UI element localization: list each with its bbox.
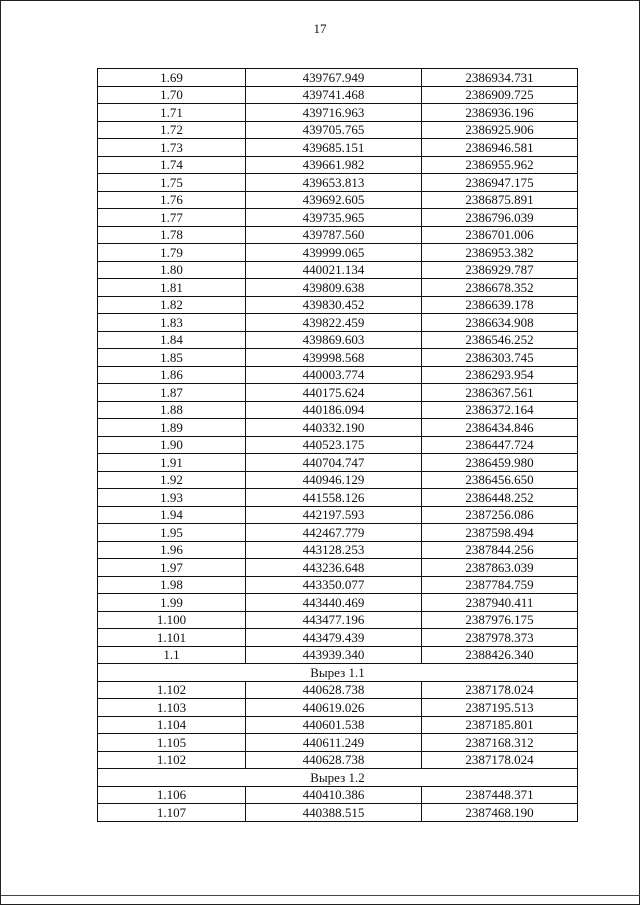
x-coordinate-cell: 443350.077	[246, 576, 422, 594]
table-row	[98, 611, 578, 629]
table-row	[98, 156, 578, 174]
point-id-cell: 1.71	[98, 104, 246, 122]
x-coordinate-cell: 443128.253	[246, 541, 422, 559]
x-coordinate-cell: 440619.026	[246, 699, 422, 717]
point-id-cell: 1.69	[98, 69, 246, 87]
x-coordinate-cell: 439809.638	[246, 279, 422, 297]
point-id-cell: 1.72	[98, 121, 246, 139]
x-coordinate-cell: 440186.094	[246, 401, 422, 419]
point-id-cell: 1.77	[98, 209, 246, 227]
point-id-cell: 1.106	[98, 786, 246, 804]
point-id-cell: 1.102	[98, 681, 246, 699]
x-coordinate-cell: 443236.648	[246, 559, 422, 577]
y-coordinate-cell: 2386796.039	[422, 209, 578, 227]
table-row	[98, 489, 578, 507]
y-coordinate-cell: 2387976.175	[422, 611, 578, 629]
x-coordinate-cell: 440003.774	[246, 366, 422, 384]
table-row	[98, 471, 578, 489]
x-coordinate-cell: 440410.386	[246, 786, 422, 804]
point-id-cell: 1.82	[98, 296, 246, 314]
section-label: Вырез 1.1	[98, 664, 578, 682]
table-row	[98, 576, 578, 594]
x-coordinate-cell: 439869.603	[246, 331, 422, 349]
table-row	[98, 86, 578, 104]
x-coordinate-cell: 440946.129	[246, 471, 422, 489]
x-coordinate-cell: 441558.126	[246, 489, 422, 507]
y-coordinate-cell: 2386934.731	[422, 69, 578, 87]
point-id-cell: 1.78	[98, 226, 246, 244]
point-id-cell: 1.102	[98, 751, 246, 769]
x-coordinate-cell: 440332.190	[246, 419, 422, 437]
section-label: Вырез 1.2	[98, 769, 578, 787]
table-row	[98, 314, 578, 332]
x-coordinate-cell: 439767.949	[246, 69, 422, 87]
table-row	[98, 384, 578, 402]
x-coordinate-cell: 440704.747	[246, 454, 422, 472]
point-id-cell: 1.98	[98, 576, 246, 594]
point-id-cell: 1.83	[98, 314, 246, 332]
point-id-cell: 1.93	[98, 489, 246, 507]
table-row	[98, 261, 578, 279]
x-coordinate-cell: 439705.765	[246, 121, 422, 139]
y-coordinate-cell: 2386909.725	[422, 86, 578, 104]
y-coordinate-cell: 2387844.256	[422, 541, 578, 559]
table-row	[98, 244, 578, 262]
y-coordinate-cell: 2386303.745	[422, 349, 578, 367]
point-id-cell: 1.90	[98, 436, 246, 454]
table-row	[98, 436, 578, 454]
y-coordinate-cell: 2387256.086	[422, 506, 578, 524]
table-row	[98, 506, 578, 524]
table-row	[98, 541, 578, 559]
table-row	[98, 524, 578, 542]
table-row	[98, 716, 578, 734]
y-coordinate-cell: 2386946.581	[422, 139, 578, 157]
section-header-row	[98, 769, 578, 787]
page-number: 17	[313, 21, 327, 36]
point-id-cell: 1.91	[98, 454, 246, 472]
table-row	[98, 331, 578, 349]
table-row	[98, 401, 578, 419]
point-id-cell: 1.95	[98, 524, 246, 542]
table-row	[98, 296, 578, 314]
x-coordinate-cell: 439685.151	[246, 139, 422, 157]
y-coordinate-cell: 2386953.382	[422, 244, 578, 262]
point-id-cell: 1.92	[98, 471, 246, 489]
point-id-cell: 1.105	[98, 734, 246, 752]
y-coordinate-cell: 2387195.513	[422, 699, 578, 717]
y-coordinate-cell: 2386925.906	[422, 121, 578, 139]
x-coordinate-cell: 439653.813	[246, 174, 422, 192]
y-coordinate-cell: 2387863.039	[422, 559, 578, 577]
x-coordinate-cell: 443440.469	[246, 594, 422, 612]
x-coordinate-cell: 440175.624	[246, 384, 422, 402]
x-coordinate-cell: 443479.439	[246, 629, 422, 647]
point-id-cell: 1.85	[98, 349, 246, 367]
x-coordinate-cell: 443939.340	[246, 646, 422, 664]
x-coordinate-cell: 440021.134	[246, 261, 422, 279]
point-id-cell: 1.107	[98, 804, 246, 822]
point-id-cell: 1.86	[98, 366, 246, 384]
y-coordinate-cell: 2386456.650	[422, 471, 578, 489]
table-row	[98, 191, 578, 209]
y-coordinate-cell: 2387978.373	[422, 629, 578, 647]
y-coordinate-cell: 2387940.411	[422, 594, 578, 612]
x-coordinate-cell: 439692.605	[246, 191, 422, 209]
point-id-cell: 1.103	[98, 699, 246, 717]
x-coordinate-cell: 440628.738	[246, 681, 422, 699]
y-coordinate-cell: 2387178.024	[422, 751, 578, 769]
x-coordinate-cell: 439716.963	[246, 104, 422, 122]
x-coordinate-cell: 440628.738	[246, 751, 422, 769]
x-coordinate-cell: 439998.568	[246, 349, 422, 367]
x-coordinate-cell: 439999.065	[246, 244, 422, 262]
table-row	[98, 751, 578, 769]
x-coordinate-cell: 439735.965	[246, 209, 422, 227]
x-coordinate-cell: 440388.515	[246, 804, 422, 822]
y-coordinate-cell: 2386929.787	[422, 261, 578, 279]
table-row	[98, 419, 578, 437]
y-coordinate-cell: 2387185.801	[422, 716, 578, 734]
point-id-cell: 1.75	[98, 174, 246, 192]
x-coordinate-cell: 440523.175	[246, 436, 422, 454]
point-id-cell: 1.70	[98, 86, 246, 104]
point-id-cell: 1.89	[98, 419, 246, 437]
table-row	[98, 786, 578, 804]
y-coordinate-cell: 2387178.024	[422, 681, 578, 699]
table-row	[98, 646, 578, 664]
y-coordinate-cell: 2387468.190	[422, 804, 578, 822]
y-coordinate-cell: 2386947.175	[422, 174, 578, 192]
point-id-cell: 1.1	[98, 646, 246, 664]
point-id-cell: 1.76	[98, 191, 246, 209]
y-coordinate-cell: 2386639.178	[422, 296, 578, 314]
y-coordinate-cell: 2388426.340	[422, 646, 578, 664]
table-row	[98, 139, 578, 157]
table-row	[98, 226, 578, 244]
x-coordinate-cell: 443477.196	[246, 611, 422, 629]
y-coordinate-cell: 2386448.252	[422, 489, 578, 507]
point-id-cell: 1.100	[98, 611, 246, 629]
table-row	[98, 629, 578, 647]
y-coordinate-cell: 2386955.962	[422, 156, 578, 174]
table-row	[98, 366, 578, 384]
table-row	[98, 69, 578, 87]
coordinates-table-body	[98, 69, 578, 822]
point-id-cell: 1.79	[98, 244, 246, 262]
table-row	[98, 594, 578, 612]
bottom-border-line	[1, 895, 640, 896]
point-id-cell: 1.81	[98, 279, 246, 297]
table-row	[98, 804, 578, 822]
y-coordinate-cell: 2386936.196	[422, 104, 578, 122]
section-header-row	[98, 664, 578, 682]
y-coordinate-cell: 2386875.891	[422, 191, 578, 209]
x-coordinate-cell: 439661.982	[246, 156, 422, 174]
point-id-cell: 1.101	[98, 629, 246, 647]
table-row	[98, 104, 578, 122]
table-row	[98, 681, 578, 699]
table-row	[98, 209, 578, 227]
point-id-cell: 1.74	[98, 156, 246, 174]
table-row	[98, 699, 578, 717]
table-row	[98, 454, 578, 472]
y-coordinate-cell: 2387448.371	[422, 786, 578, 804]
y-coordinate-cell: 2386701.006	[422, 226, 578, 244]
y-coordinate-cell: 2386546.252	[422, 331, 578, 349]
y-coordinate-cell: 2387598.494	[422, 524, 578, 542]
y-coordinate-cell: 2386372.164	[422, 401, 578, 419]
y-coordinate-cell: 2387784.759	[422, 576, 578, 594]
point-id-cell: 1.73	[98, 139, 246, 157]
x-coordinate-cell: 442197.593	[246, 506, 422, 524]
coordinates-table	[97, 68, 578, 822]
x-coordinate-cell: 439787.560	[246, 226, 422, 244]
y-coordinate-cell: 2386434.846	[422, 419, 578, 437]
y-coordinate-cell: 2386634.908	[422, 314, 578, 332]
x-coordinate-cell: 440611.249	[246, 734, 422, 752]
point-id-cell: 1.97	[98, 559, 246, 577]
y-coordinate-cell: 2386447.724	[422, 436, 578, 454]
point-id-cell: 1.99	[98, 594, 246, 612]
x-coordinate-cell: 439830.452	[246, 296, 422, 314]
table-row	[98, 559, 578, 577]
point-id-cell: 1.84	[98, 331, 246, 349]
x-coordinate-cell: 442467.779	[246, 524, 422, 542]
y-coordinate-cell: 2387168.312	[422, 734, 578, 752]
point-id-cell: 1.94	[98, 506, 246, 524]
x-coordinate-cell: 439822.459	[246, 314, 422, 332]
table-row	[98, 349, 578, 367]
point-id-cell: 1.96	[98, 541, 246, 559]
y-coordinate-cell: 2386459.980	[422, 454, 578, 472]
y-coordinate-cell: 2386293.954	[422, 366, 578, 384]
y-coordinate-cell: 2386367.561	[422, 384, 578, 402]
table-row	[98, 734, 578, 752]
y-coordinate-cell: 2386678.352	[422, 279, 578, 297]
point-id-cell: 1.87	[98, 384, 246, 402]
x-coordinate-cell: 440601.538	[246, 716, 422, 734]
point-id-cell: 1.80	[98, 261, 246, 279]
table-row	[98, 279, 578, 297]
x-coordinate-cell: 439741.468	[246, 86, 422, 104]
point-id-cell: 1.104	[98, 716, 246, 734]
point-id-cell: 1.88	[98, 401, 246, 419]
table-row	[98, 121, 578, 139]
table-row	[98, 174, 578, 192]
